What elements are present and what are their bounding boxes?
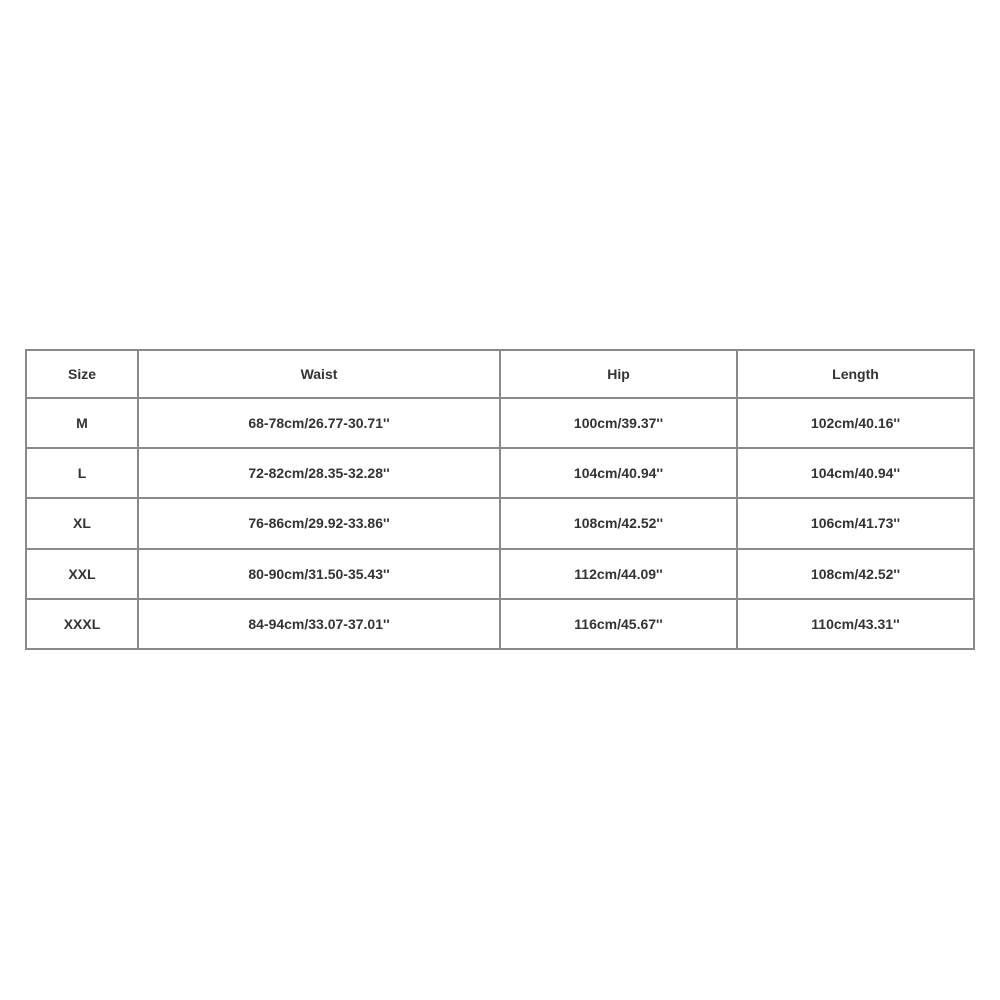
table-row <box>26 448 974 498</box>
cell-length: 102cm/40.16'' <box>737 398 974 448</box>
header-size: Size <box>26 350 138 398</box>
cell-hip: 104cm/40.94'' <box>500 448 737 498</box>
cell-hip: 100cm/39.37'' <box>500 398 737 448</box>
cell-length: 110cm/43.31'' <box>737 599 974 649</box>
header-waist: Waist <box>138 350 500 398</box>
cell-hip: 108cm/42.52'' <box>500 498 737 548</box>
cell-length: 108cm/42.52'' <box>737 549 974 599</box>
cell-size: M <box>26 398 138 448</box>
cell-size: XXXL <box>26 599 138 649</box>
cell-size: L <box>26 448 138 498</box>
table-row <box>26 549 974 599</box>
cell-waist: 68-78cm/26.77-30.71'' <box>138 398 500 448</box>
cell-hip: 116cm/45.67'' <box>500 599 737 649</box>
cell-waist: 84-94cm/33.07-37.01'' <box>138 599 500 649</box>
table-header-row <box>26 350 974 398</box>
table-row <box>26 599 974 649</box>
cell-length: 104cm/40.94'' <box>737 448 974 498</box>
header-length: Length <box>737 350 974 398</box>
cell-length: 106cm/41.73'' <box>737 498 974 548</box>
cell-waist: 80-90cm/31.50-35.43'' <box>138 549 500 599</box>
cell-hip: 112cm/44.09'' <box>500 549 737 599</box>
cell-size: XXL <box>26 549 138 599</box>
cell-waist: 76-86cm/29.92-33.86'' <box>138 498 500 548</box>
header-hip: Hip <box>500 350 737 398</box>
cell-size: XL <box>26 498 138 548</box>
cell-waist: 72-82cm/28.35-32.28'' <box>138 448 500 498</box>
table-row <box>26 398 974 448</box>
table-row <box>26 498 974 548</box>
size-chart-table <box>25 349 975 650</box>
